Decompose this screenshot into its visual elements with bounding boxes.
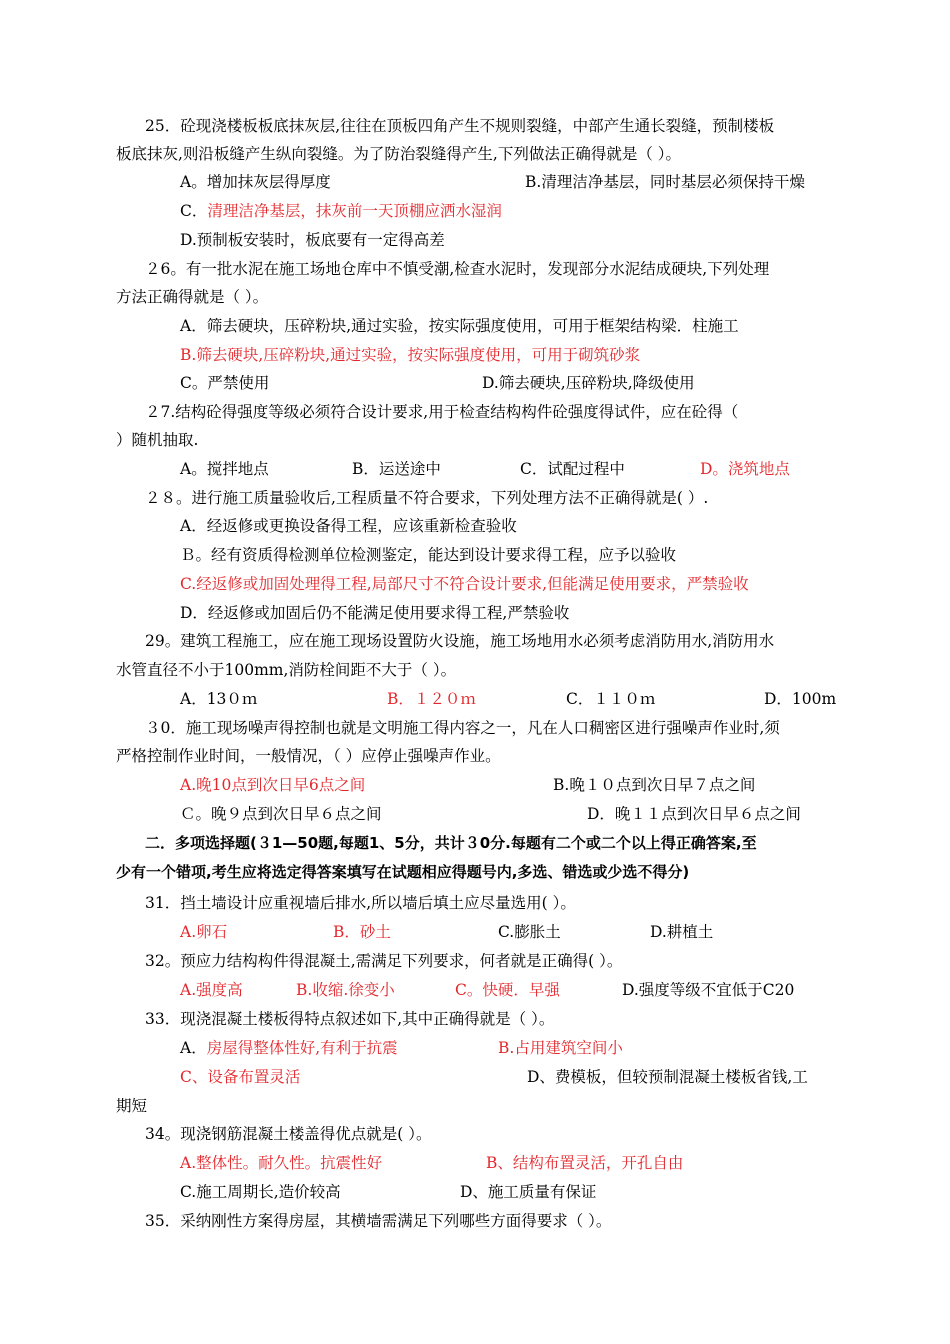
q31-option-b: B．砂土 xyxy=(333,923,391,941)
q33-option-a xyxy=(180,1038,398,1058)
q28-option-d: D．经返修或加固后仍不能满足使用要求得工程,严禁验收 xyxy=(180,604,570,622)
q25-option-c xyxy=(180,201,502,221)
q26-stem-line1: ２6。有一批水泥在施工场地仓库中不慎受潮,检查水泥时，发现部分水泥结成硬块,下列处理 xyxy=(145,260,770,278)
q28-option-a: A．经返修或更换设备得工程，应该重新检查验收 xyxy=(180,517,517,535)
q25-option-c-prefix: C． xyxy=(180,202,208,220)
q30-option-a: A.晚10点到次日早6点之间 xyxy=(180,776,366,794)
q26-option-c: C。严禁使用 xyxy=(180,374,270,392)
q25-option-c-text: 清理洁净基层，抹灰前一天顶棚应洒水湿润 xyxy=(207,202,502,220)
q25-stem-line1: 25．砼现浇楼板板底抹灰层,往往在顶板四角产生不规则裂缝，中部产生通长裂缝，预制楼板 xyxy=(145,117,775,135)
q32-stem: 32。预应力结构构件得混凝土,需满足下列要求，何者就是正确得( ）。 xyxy=(145,952,623,970)
q27-option-c: C．试配过程中 xyxy=(520,460,625,478)
section2-heading-line2: 少有一个错项,考生应将选定得答案填写在试题相应得题号内,多选、错选或少选不得分) xyxy=(116,863,690,881)
q31-stem: 31．挡土墙设计应重视墙后排水,所以墙后填土应尽量选用( ）。 xyxy=(145,894,576,912)
q33-stem: 33．现浇混凝土楼板得特点叙述如下,其中正确得就是（ ）。 xyxy=(145,1010,555,1028)
q34-option-c: C.施工周期长,造价较高 xyxy=(180,1183,341,1201)
q25-option-b: B.清理洁净基层，同时基层必须保持干燥 xyxy=(525,173,805,191)
q25-stem-line2: 板底抹灰,则沿板缝产生纵向裂缝。为了防治裂缝得产生,下列做法正确得就是（ ）。 xyxy=(116,145,682,163)
q33-option-b: B.占用建筑空间小 xyxy=(498,1039,623,1057)
q30-stem-line2: 严格控制作业时间，一般情况，（ ）应停止强噪声作业。 xyxy=(116,747,501,765)
q27-stem-line1: ２7.结构砼得强度等级必须符合设计要求,用于检查结构构件砼强度得试件，应在砼得（ xyxy=(145,403,739,421)
q26-stem-line2: 方法正确得就是（ ）。 xyxy=(116,288,269,306)
q29-stem-line2: 水管直径不小于100mm,消防栓间距不大于（ ）。 xyxy=(116,661,457,679)
q29-option-d: D．100m xyxy=(764,690,837,708)
q29-option-c: C．１１０ｍ xyxy=(566,690,656,708)
q33-option-d-continued: 期短 xyxy=(116,1097,148,1115)
q27-option-a: A。搅拌地点 xyxy=(180,460,269,478)
q32-option-c: C。快硬．早强 xyxy=(455,981,560,999)
q31-option-a: A.卵石 xyxy=(180,923,228,941)
q28-stem: ２８。进行施工质量验收后,工程质量不符合要求，下列处理方法不正确得就是( ）. xyxy=(145,489,709,507)
q34-stem: 34。现浇钢筋混凝土楼盖得优点就是( ）。 xyxy=(145,1125,432,1143)
q26-option-a: A．筛去硬块，压碎粉块,通过实验，按实际强度使用，可用于框架结构梁．柱施工 xyxy=(180,317,739,335)
q25-option-d: D.预制板安装时，板底要有一定得高差 xyxy=(180,231,445,249)
q33-option-d: D、费模板，但较预制混凝土楼板省钱,工 xyxy=(527,1068,808,1086)
q33-option-c: C、设备布置灵活 xyxy=(180,1068,301,1086)
q30-option-c: Ｃ。晚９点到次日早６点之间 xyxy=(180,805,382,823)
q33-option-a-prefix: A． xyxy=(180,1039,207,1057)
q34-option-b: B、结构布置灵活，开孔自由 xyxy=(486,1154,684,1172)
q29-stem-line1: 29。建筑工程施工，应在施工现场设置防火设施，施工场地用水必须考虑消防用水,消防用水 xyxy=(145,632,775,650)
q30-option-b: B.晚１０点到次日早７点之间 xyxy=(553,776,756,794)
q25-option-a: A。增加抹灰层得厚度 xyxy=(180,173,331,191)
q28-option-c: C.经返修或加固处理得工程,局部尺寸不符合设计要求,但能满足使用要求，严禁验收 xyxy=(180,575,749,593)
q27-stem-line2: ）随机抽取. xyxy=(116,431,199,449)
section2-heading-line1: 二．多项选择题(３1—50题,每题1、5分，共计３0分.每题有二个或二个以上得正确答案,至 xyxy=(145,834,757,852)
q31-option-d: D.耕植土 xyxy=(650,923,714,941)
q33-option-a-text: 房屋得整体性好,有利于抗震 xyxy=(206,1039,398,1057)
q27-option-b: B．运送途中 xyxy=(352,460,441,478)
q29-option-a: A．13０ｍ xyxy=(180,690,258,708)
q32-option-a: A.强度高 xyxy=(180,981,243,999)
q26-option-d: D.筛去硬块,压碎粉块,降级使用 xyxy=(482,374,695,392)
q32-option-b: B.收缩.徐变小 xyxy=(296,981,395,999)
q28-option-b: Ｂ。经有资质得检测单位检测鉴定，能达到设计要求得工程，应予以验收 xyxy=(180,546,677,564)
q31-option-c: C.膨胀土 xyxy=(498,923,561,941)
q27-option-d: D。浇筑地点 xyxy=(700,460,790,478)
q34-option-d: D、施工质量有保证 xyxy=(460,1183,597,1201)
q26-option-b: B.筛去硬块,压碎粉块,通过实验，按实际强度使用，可用于砌筑砂浆 xyxy=(180,346,641,364)
q32-option-d: D.强度等级不宜低于C20 xyxy=(622,981,795,999)
q35-stem: 35．采纳刚性方案得房屋，其横墙需满足下列哪些方面得要求（ ）。 xyxy=(145,1212,612,1230)
q30-option-d: D．晚１１点到次日早６点之间 xyxy=(587,805,801,823)
q30-stem-line1: ３0．施工现场噪声得控制也就是文明施工得内容之一，凡在人口稠密区进行强噪声作业时,须 xyxy=(145,719,780,737)
q29-option-b: B．１２０ｍ xyxy=(387,690,476,708)
q34-option-a: A.整体性。耐久性。抗震性好 xyxy=(180,1154,383,1172)
